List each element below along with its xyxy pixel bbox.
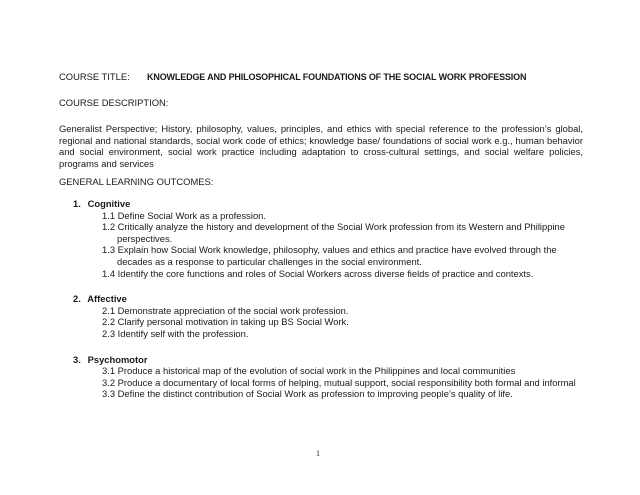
outcome-item-text: Demonstrate appreciation of the social work profession. bbox=[117, 304, 349, 316]
outcome-group-heading bbox=[59, 198, 589, 210]
outcome-item-number: 2.2 bbox=[102, 316, 116, 328]
outcome-group-number: 2. bbox=[73, 293, 81, 305]
course-description-text: Generalist Perspective; History, philosophy, values, principles, and ethics with special reference to the profession’s global, regional and national standards, social work code of ethics; knowledge base/ foundations of social work e.g., human behavior and social environment, social work practice including adaptation to cross-cultural settings, and social welfare policies, programs and services bbox=[59, 123, 583, 169]
outcome-group-heading bbox=[59, 354, 589, 366]
outcome-item-text: Produce a historical map of the evolution of social work in the Philippines and local communities bbox=[117, 365, 516, 377]
outcome-group-heading bbox=[59, 293, 589, 305]
course-title-label: COURSE TITLE: bbox=[59, 71, 130, 82]
outcome-item-text: Produce a documentary of local forms of helping, mutual support, social responsibility both formal and informal bbox=[117, 376, 576, 388]
course-title-value: KNOWLEDGE AND PHILOSOPHICAL FOUNDATIONS OF THE SOCIAL WORK PROFESSION bbox=[147, 72, 527, 82]
outcome-group-title: Psychomotor bbox=[87, 353, 148, 365]
outcome-group-cognitive bbox=[59, 198, 589, 279]
outcome-item-number: 2.3 bbox=[102, 327, 116, 339]
general-learning-outcomes-label: GENERAL LEARNING OUTCOMES: bbox=[59, 176, 214, 187]
outcome-item-number: 1.2 bbox=[102, 221, 116, 233]
outcome-item bbox=[74, 388, 589, 400]
outcome-item-text: Identify the core functions and roles of Social Workers across diverse fields of practice and contexts. bbox=[117, 267, 534, 279]
outcome-item-number: 1.4 bbox=[102, 267, 116, 279]
outcome-group-affective bbox=[59, 293, 589, 339]
course-description-label: COURSE DESCRIPTION: bbox=[59, 97, 169, 108]
outcome-item-text: Identify self with the profession. bbox=[117, 327, 249, 339]
outcome-item bbox=[74, 244, 589, 267]
outcome-item bbox=[74, 365, 589, 377]
outcome-item-text: Explain how Social Work knowledge, philosophy, values and ethics and practice have evolved through the decades as a response to particular challenges in the social environment. bbox=[117, 244, 557, 267]
outcome-item bbox=[74, 328, 589, 340]
outcome-item-number: 3.1 bbox=[102, 365, 116, 377]
outcome-item-number: 3.3 bbox=[102, 388, 116, 400]
outcome-item bbox=[74, 268, 589, 280]
page-number: 1 bbox=[316, 449, 320, 458]
course-title-row bbox=[59, 71, 526, 84]
outcome-item-number: 1.3 bbox=[102, 244, 116, 256]
learning-outcomes-list bbox=[59, 198, 589, 414]
outcome-item bbox=[74, 305, 589, 317]
outcome-item bbox=[74, 221, 589, 244]
outcome-item-number: 3.2 bbox=[102, 376, 116, 388]
outcome-item-text: Clarify personal motivation in taking up BS Social Work. bbox=[117, 316, 349, 328]
outcome-item-text: Define Social Work as a profession. bbox=[117, 209, 266, 221]
outcome-group-number: 1. bbox=[73, 198, 81, 209]
outcome-item bbox=[74, 316, 589, 328]
outcome-group-psychomotor bbox=[59, 354, 589, 400]
outcome-item-number: 1.1 bbox=[102, 209, 116, 221]
outcome-group-title: Affective bbox=[87, 293, 127, 305]
outcome-item-text: Define the distinct contribution of Social Work as profession to improving people’s quality of life. bbox=[117, 388, 513, 400]
outcome-group-number: 3. bbox=[73, 353, 81, 365]
outcome-group-title: Cognitive bbox=[87, 198, 131, 209]
outcome-item-number: 2.1 bbox=[102, 304, 116, 316]
outcome-item-text: Critically analyze the history and development of the Social Work profession from its Western and Philippine perspectives. bbox=[117, 221, 565, 244]
outcome-item bbox=[74, 210, 589, 222]
outcome-item bbox=[74, 377, 589, 389]
